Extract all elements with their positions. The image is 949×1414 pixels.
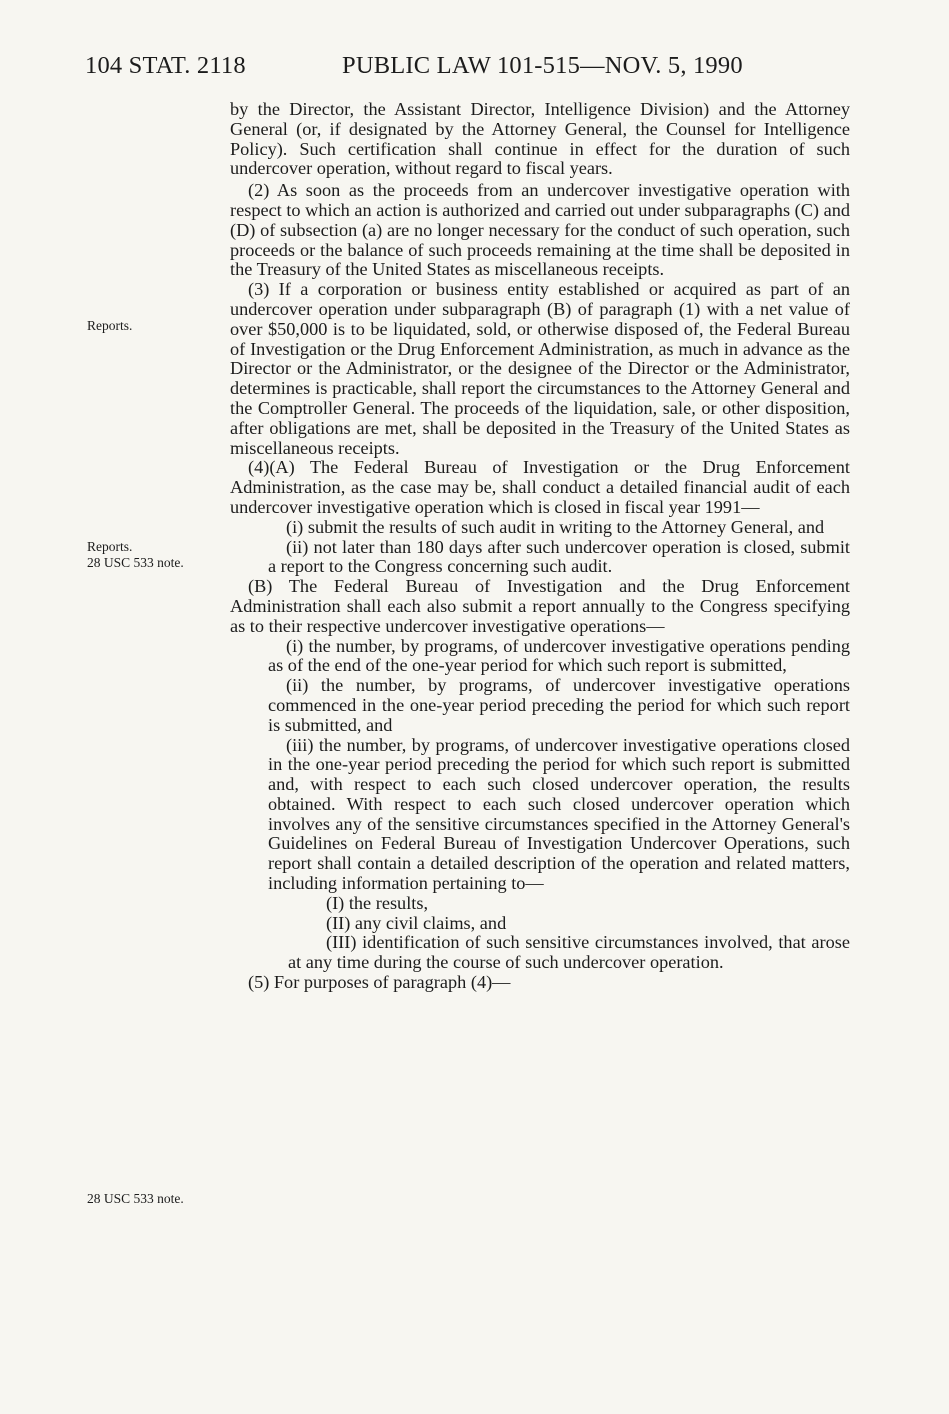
side-note-usc: 28 USC 533 note. xyxy=(87,555,184,570)
paragraph-continuation: by the Director, the Assistant Director, Intelligence Division) and the Attorney General (or, if designated by the Attorney General, the Counsel for Intelligence Policy). Such certification shall continue in effect for the duration of such undercover operation, without regard to fiscal years. xyxy=(230,99,850,179)
paragraph-3: (3) If a corporation or business entity established or acquired as part of an undercover operation under subparagraph (B) of paragraph (1) with a net value of over $50,000 is to be liquidated, sold, or otherwise disposed of, the Federal Bureau of Investigation or the Drug Enforcement Administration, as much in advance as the Director or the Administrator, or the designee of the Director or the Administrator, determines is practicable, shall report the circumstances to the Attorney General and the Comptroller General. The proceeds of the liquidation, sale, or other disposition, after obligations are met, shall be deposited in the Treasury of the United States as miscellaneous receipts. xyxy=(230,279,850,458)
clause-4b-ii: (ii) the number, by programs, of undercover investigative operations commenced in the one-year period preceding the period for which such report is submitted, and xyxy=(268,675,850,735)
paragraph-4a: (4)(A) The Federal Bureau of Investigation or the Drug Enforcement Administration, as the case may be, shall conduct a detailed financial audit of each undercover investigative operation which is closed in fiscal year 1991— xyxy=(230,457,850,517)
subclause-III: (III) identification of such sensitive circumstances involved, that arose at any time during the course of such undercover operation. xyxy=(288,932,850,973)
clause-4a-i: (i) submit the results of such audit in writing to the Attorney General, and xyxy=(286,516,825,537)
clause-4b-iii: (iii) the number, by programs, of undercover investigative operations closed in the one-year period preceding the period for which such report is submitted and, with respect to each such closed undercover operation, the results obtained. With respect to each such closed undercover operation which involves any of the sensitive circumstances specified in the Attorney General's Guidelines on Federal Bureau of Investigation Undercover Operations, such report shall contain a detailed description of the operation and related matters, including information pertaining to— xyxy=(268,734,850,894)
paragraph-5: (5) For purposes of paragraph (4)— xyxy=(248,972,511,993)
main-text-column xyxy=(230,100,850,993)
paragraph-2: (2) As soon as the proceeds from an undercover investigative operation with respect to which an action is authorized and carried out under subparagraphs (C) and (D) of subsection (a) are no longer necessary for the conduct of such operation, such proceeds or the balance of such proceeds remaining at the time shall be deposited in the Treasury of the United States as miscellaneous receipts. xyxy=(230,180,850,280)
subclause-II: (II) any civil claims, and xyxy=(326,912,507,933)
side-note-reports: Reports. xyxy=(87,318,133,333)
law-title: PUBLIC LAW 101-515—NOV. 5, 1990 xyxy=(342,52,743,79)
clause-4b-i: (i) the number, by programs, of undercover investigative operations pending as of the end of the one-year period for which such report is submitted, xyxy=(268,635,850,676)
page-reference: 104 STAT. 2118 xyxy=(85,52,246,79)
clause-4a-ii: (ii) not later than 180 days after such undercover operation is closed, submit a report to the Congress concerning such audit. xyxy=(268,536,850,577)
subclause-I: (I) the results, xyxy=(326,892,429,913)
side-note-usc: 28 USC 533 note. xyxy=(87,1191,184,1206)
side-note-reports: Reports. xyxy=(87,539,133,554)
paragraph-4b: (B) The Federal Bureau of Investigation and the Drug Enforcement Administration shall each also submit a report annually to the Congress specifying as to their respective undercover investigative operations— xyxy=(230,576,850,636)
